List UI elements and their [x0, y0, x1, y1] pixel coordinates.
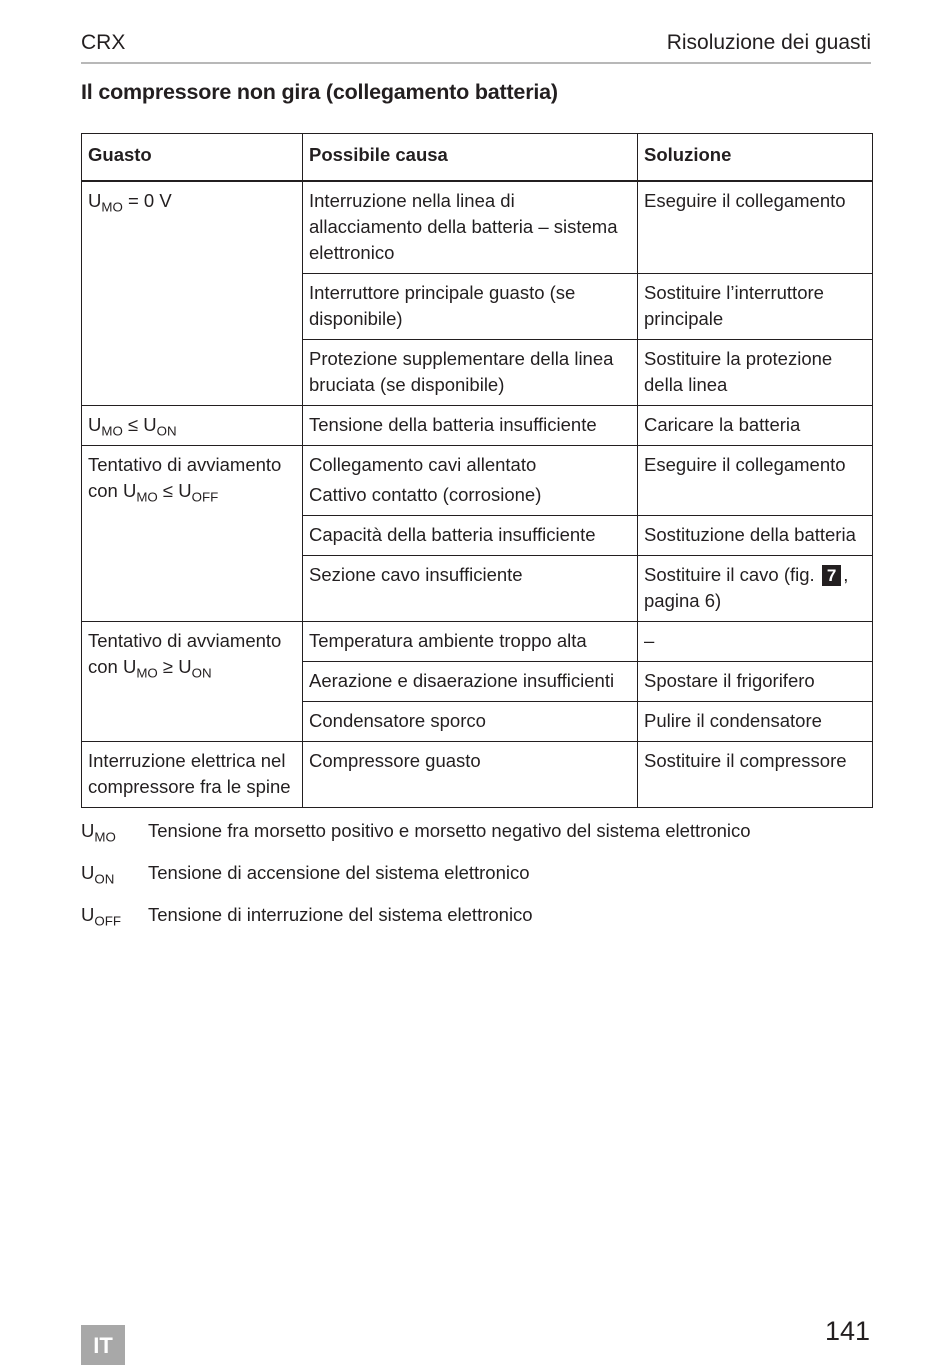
cause-cell: Aerazione e disaerazione insufficienti — [303, 662, 638, 702]
table-row — [82, 446, 873, 516]
legend-item — [81, 862, 871, 904]
cause-cell: Interruttore principale guasto (se disponibile) — [303, 274, 638, 340]
table-row — [82, 406, 873, 446]
cause-line: Collegamento cavi allentato — [309, 454, 537, 475]
language-badge: IT — [81, 1325, 125, 1365]
legend-symbol: $U_{ON}$ — [81, 862, 115, 887]
fault-cell: $U_{MO} = 0$ V — [82, 181, 303, 406]
product-name: CRX — [81, 31, 126, 54]
cause-cell: Protezione supplementare della linea bruciata (se disponibile) — [303, 340, 638, 406]
table-header-row — [82, 134, 873, 182]
cause-cell: Condensatore sporco — [303, 702, 638, 742]
fault-cell: $U_{MO} \le U_{ON}$ — [82, 406, 303, 446]
cause-cell: Capacità della batteria insufficiente — [303, 516, 638, 556]
cause-cell: Sezione cavo insufficiente — [303, 556, 638, 622]
troubleshooting-table — [81, 133, 873, 808]
solution-cell: – — [638, 622, 873, 662]
legend-item — [81, 820, 871, 862]
section-name: Risoluzione dei guasti — [666, 31, 871, 54]
legend-description: Tensione di interruzione del sistema elettronico — [148, 904, 533, 925]
cause-line: Cattivo contatto (corrosione) — [309, 484, 542, 505]
symbol-legend — [81, 820, 871, 946]
cause-cell: Temperatura ambiente troppo alta — [303, 622, 638, 662]
column-header-solution: Soluzione — [638, 134, 873, 182]
solution-cell: Eseguire il collegamento — [638, 181, 873, 274]
section-title: Il compressore non gira (collegamento batteria) — [81, 80, 558, 104]
cause-cell: Interruzione nella linea di allacciamento della batteria – sistema elettronico — [303, 181, 638, 274]
solution-cell: Sostituire l’interruttore principale — [638, 274, 873, 340]
solution-cell: Spostare il frigorifero — [638, 662, 873, 702]
fault-cell: Interruzione elettrica nel compressore fra le spine — [82, 742, 303, 808]
solution-cell: Pulire il condensatore — [638, 702, 873, 742]
table-row — [82, 181, 873, 274]
solution-cell: Sostituire il cavo (fig. 7 , pagina 6) — [638, 556, 873, 622]
cause-cell: Tensione della batteria insufficiente — [303, 406, 638, 446]
table-row — [82, 622, 873, 662]
solution-cell: Sostituire la protezione della linea — [638, 340, 873, 406]
solution-cell: Sostituire il compressore — [638, 742, 873, 808]
page-header — [81, 30, 871, 64]
solution-cell: Caricare la batteria — [638, 406, 873, 446]
figure-reference-badge: 7 — [822, 565, 841, 586]
column-header-cause: Possibile causa — [303, 134, 638, 182]
solution-cell: Eseguire il collegamento — [638, 446, 873, 516]
legend-item — [81, 904, 871, 946]
legend-symbol: $U_{OFF}$ — [81, 904, 121, 929]
column-header-fault: Guasto — [82, 134, 303, 182]
cause-cell — [303, 446, 638, 516]
legend-description: Tensione fra morsetto positivo e morsetto negativo del sistema elettronico — [148, 820, 751, 841]
table-row — [82, 742, 873, 808]
fault-cell: Tentativo di avviamento con $U_{MO} \ge U_{ON}$ — [82, 622, 303, 742]
legend-symbol: $U_{MO}$ — [81, 820, 116, 845]
legend-description: Tensione di accensione del sistema elettronico — [148, 862, 530, 883]
page-number: 141 — [824, 1316, 870, 1346]
cause-cell: Compressore guasto — [303, 742, 638, 808]
fault-cell: Tentativo di avviamento con $U_{MO} \le U_{OFF}$ — [82, 446, 303, 622]
solution-cell: Sostituzione della batteria — [638, 516, 873, 556]
